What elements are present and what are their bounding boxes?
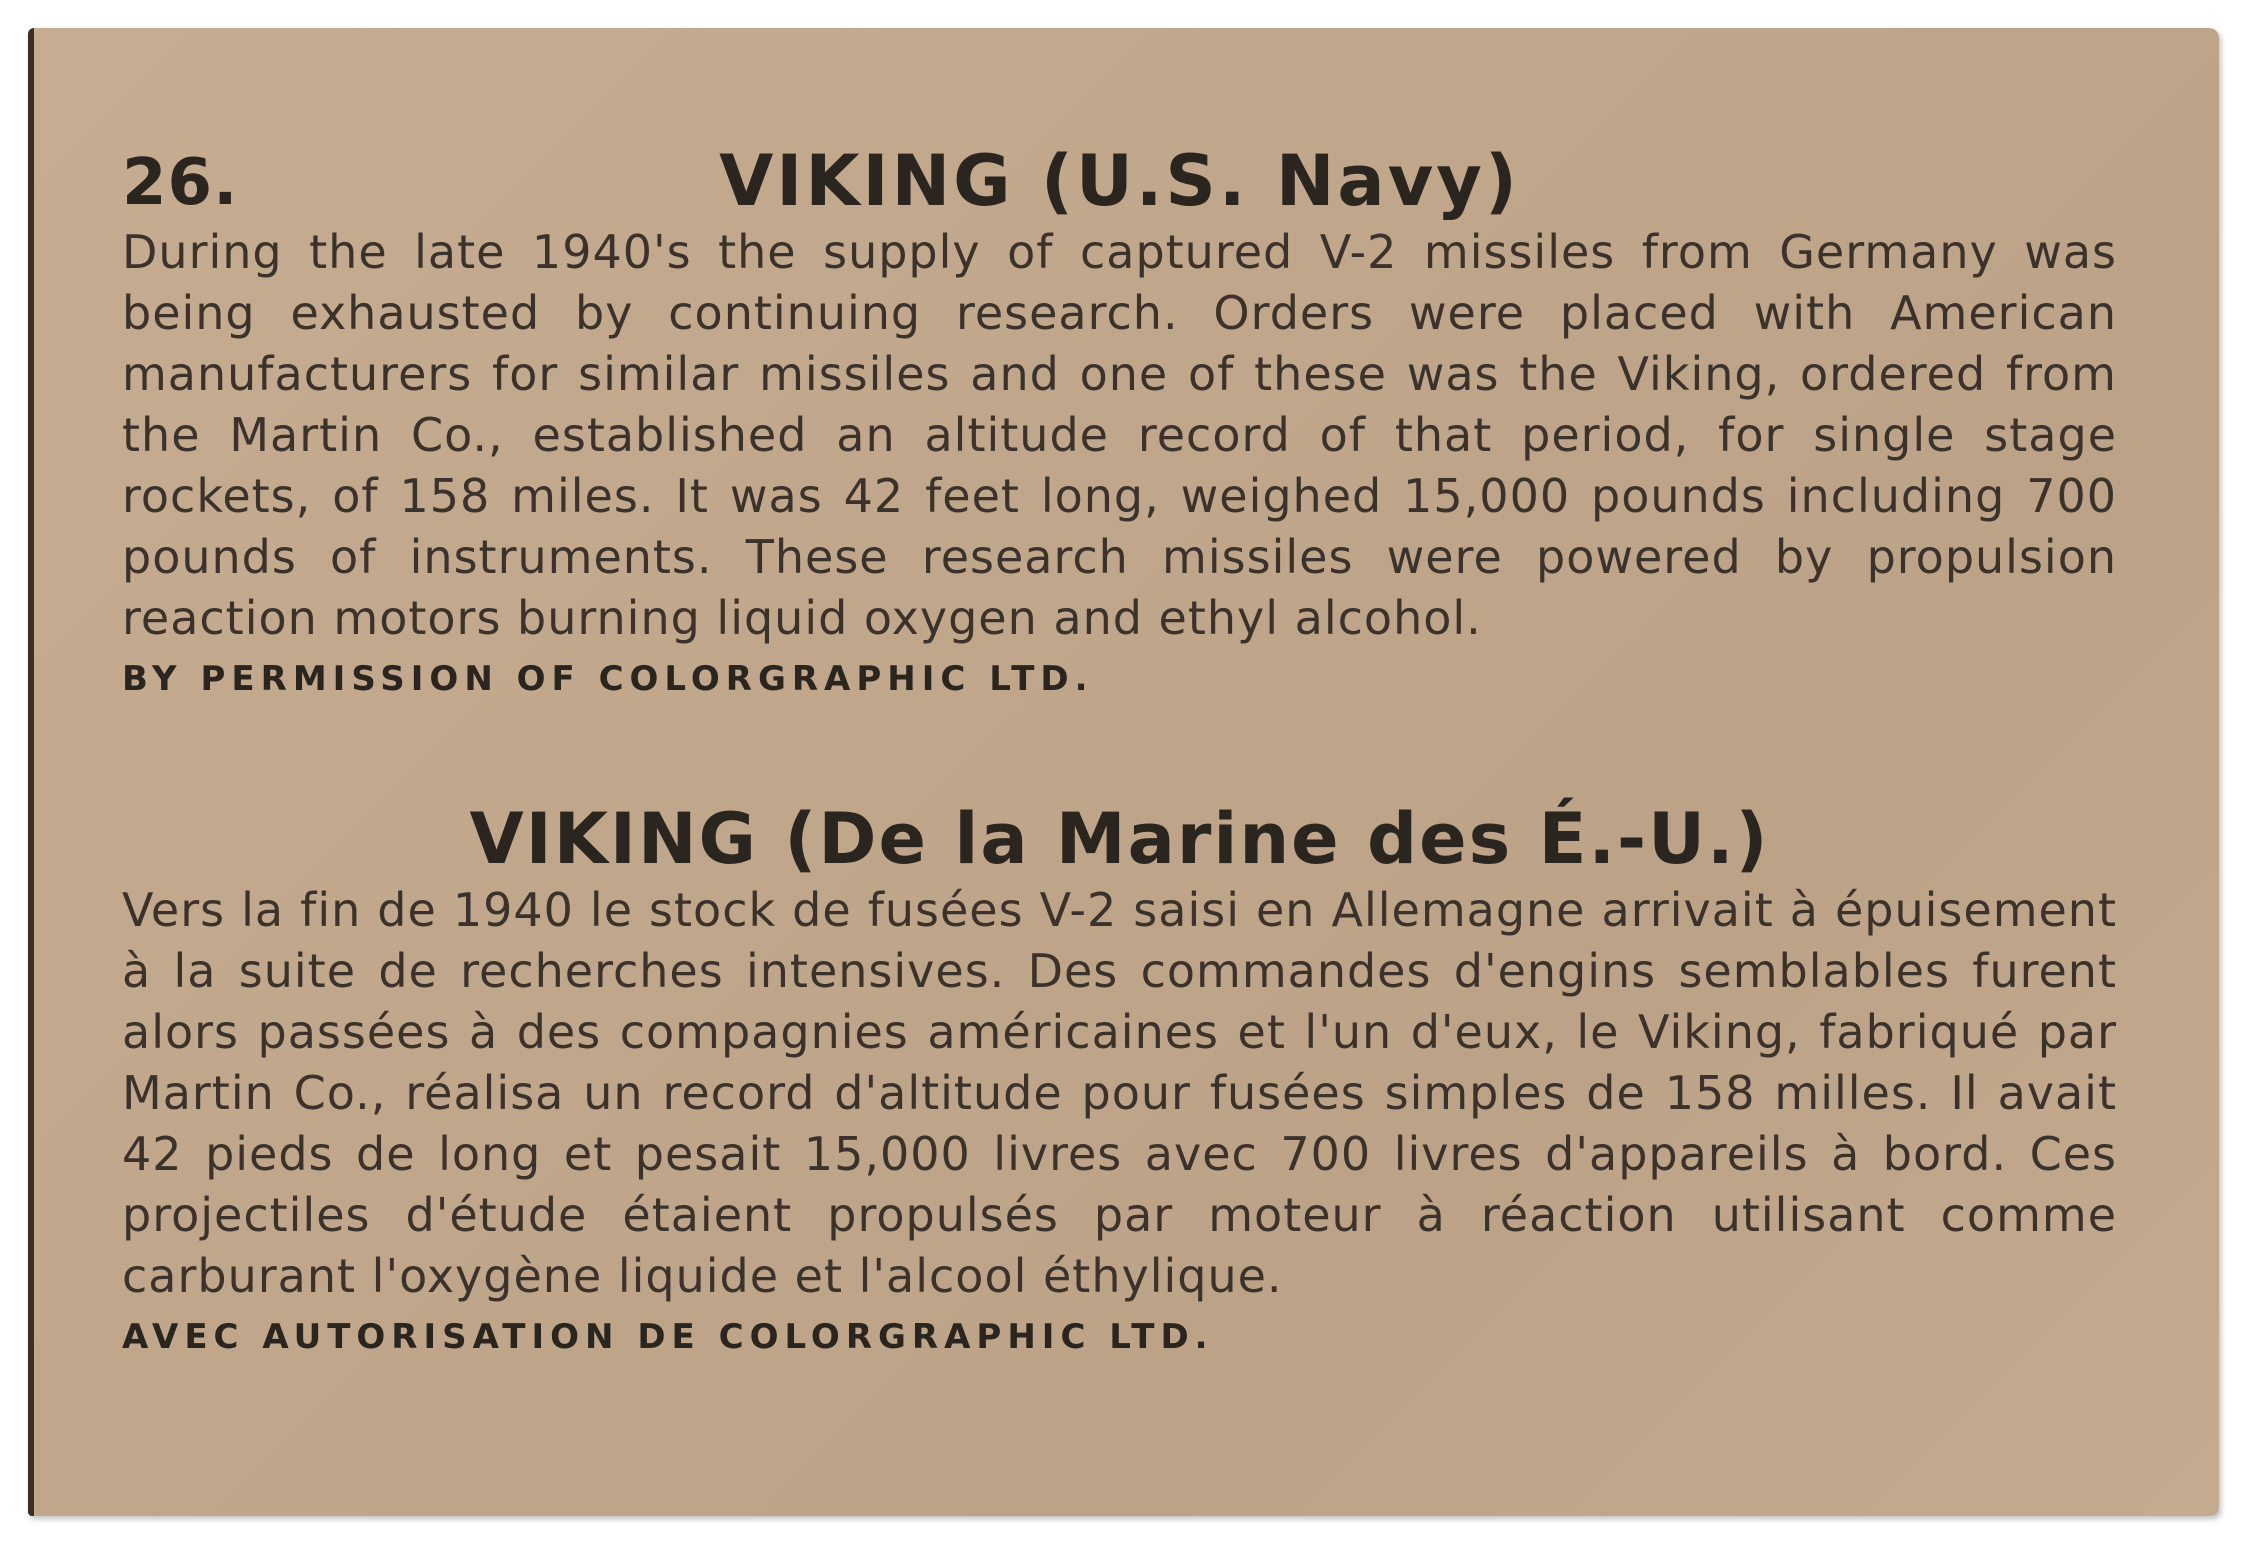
english-title: VIKING (U.S. Navy) xyxy=(719,140,1520,222)
english-credit: BY PERMISSION OF COLORGRAPHIC LTD. xyxy=(122,659,1094,699)
trading-card-back xyxy=(28,28,2219,1516)
french-credit: AVEC AUTORISATION DE COLORGRAPHIC LTD. xyxy=(122,1317,1214,1357)
french-title: VIKING (De la Marine des É.-U.) xyxy=(469,798,1770,880)
french-section xyxy=(122,798,2117,1357)
english-section xyxy=(122,140,2117,699)
card-number: 26. xyxy=(122,146,239,220)
english-body: During the late 1940's the supply of captured V-2 missiles from Germany was being exhausted by continuing research. Orders were placed with American manufacturers for similar missiles and one of these was the Viking, ordered from the Martin Co., established an altitude record of that period, for single stage rockets, of 158 miles. It was 42 feet long, weighed 15,000 pounds including 700 pounds of instruments. These research missiles were powered by propulsion reaction motors burning liquid oxygen and ethyl alcohol. xyxy=(122,225,2117,645)
english-header xyxy=(122,140,2117,222)
french-body: Vers la fin de 1940 le stock de fusées V-2 saisi en Allemagne arrivait à épuisement à la suite de recherches intensives. Des commandes d'engins semblables furent alors passées à des compagnies américaines et l'un d'eux, le Viking, fabriqué par Martin Co., réalisa un record d'altitude pour fusées simples de 158 milles. Il avait 42 pieds de long et pesait 15,000 livres avec 700 livres d'appareils à bord. Ces projectiles d'étude étaient propulsés par moteur à réaction utilisant comme carburant l'oxygène liquide et l'alcool éthylique. xyxy=(122,883,2117,1303)
